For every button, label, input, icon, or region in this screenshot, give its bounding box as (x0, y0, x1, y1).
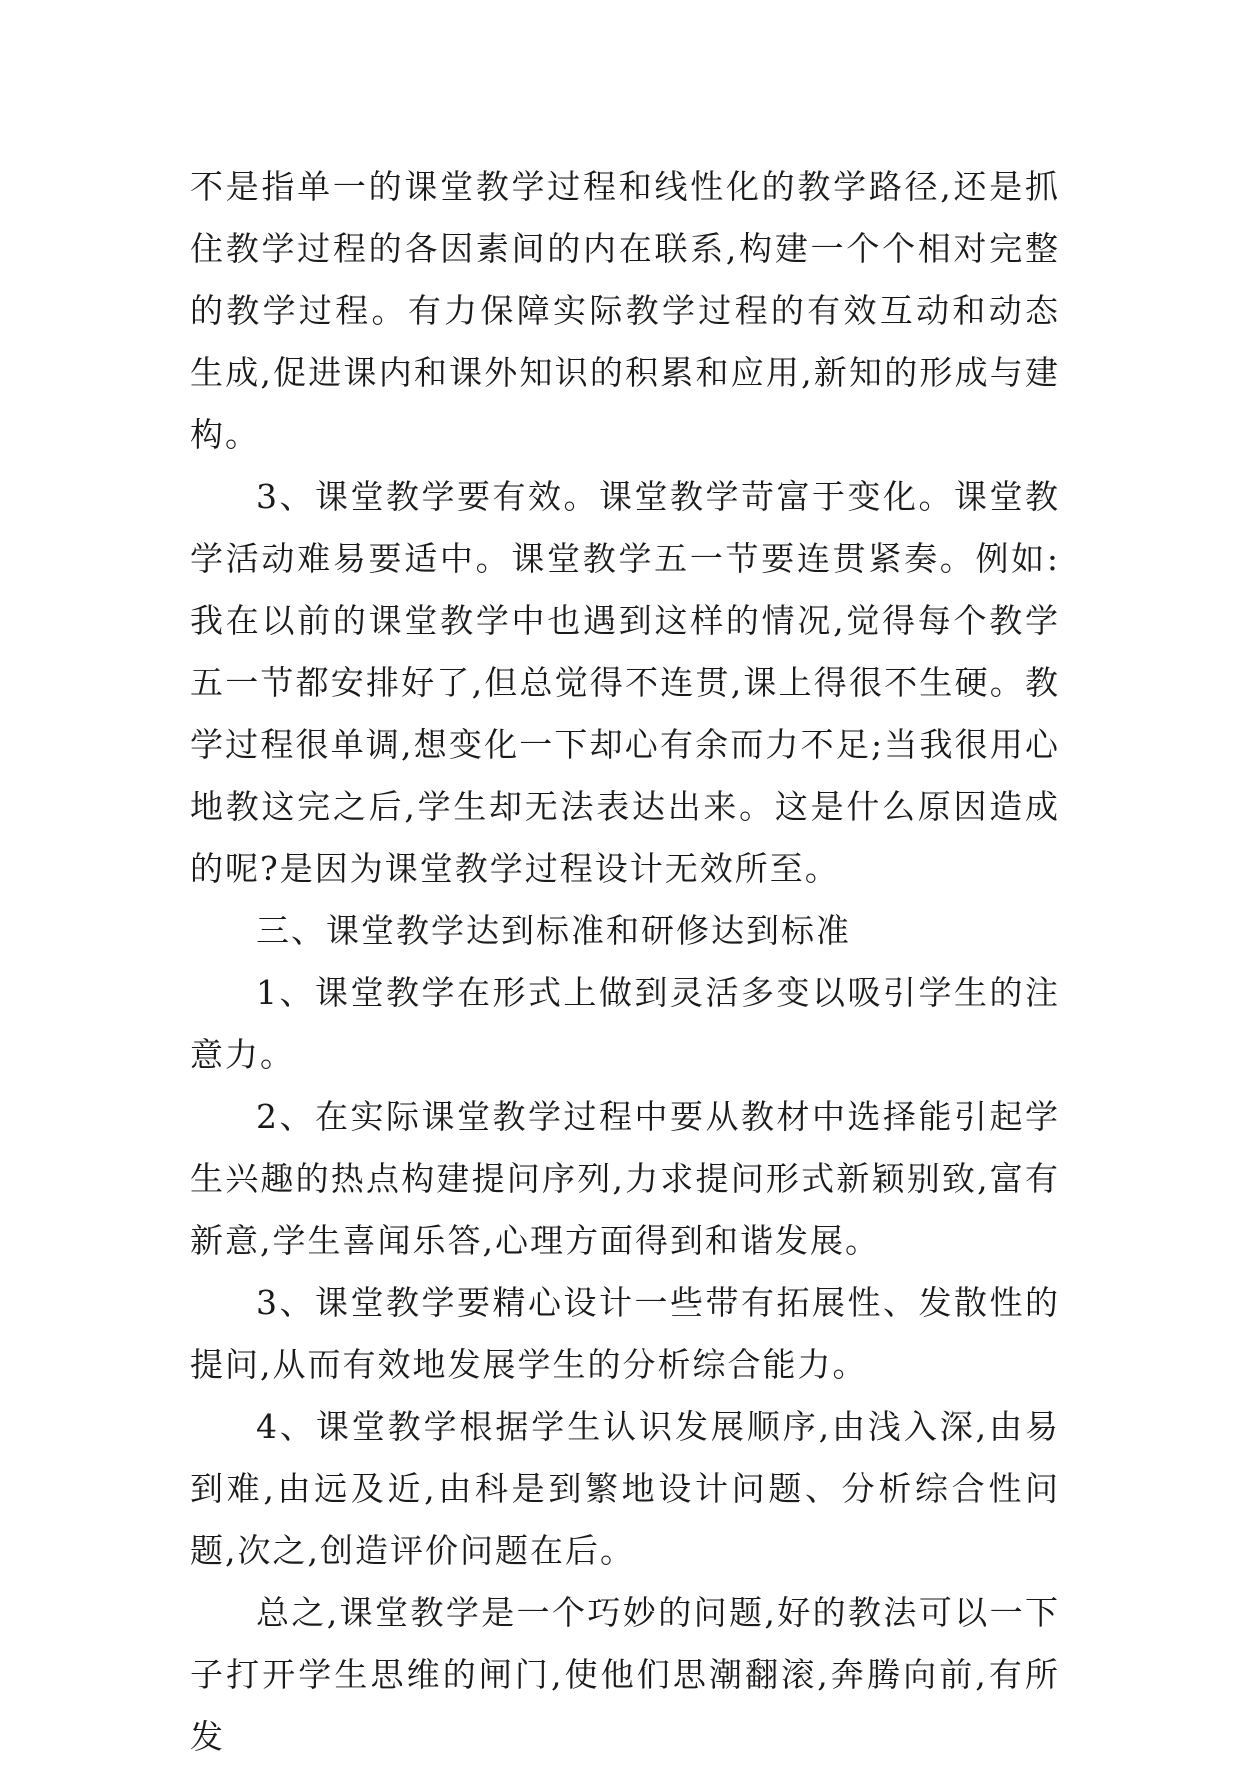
paragraph-item-3: 3、课堂教学要精心设计一些带有拓展性、发散性的提问,从而有效地发展学生的分析综合能力。 (190, 1283, 1060, 1384)
section-heading-3: 三、课堂教学达到标准和研修达到标准 (256, 911, 851, 950)
paragraph-summary: 总之,课堂教学是一个巧妙的问题,好的教法可以一下子打开学生思维的闸门,使他们思潮翻滚,奔腾向前,有所发 (190, 1593, 1060, 1756)
paragraph-item-1: 1、课堂教学在形式上做到灵活多变以吸引学生的注意力。 (190, 973, 1060, 1074)
paragraph-item-2: 2、在实际课堂教学过程中要从教材中选择能引起学生兴趣的热点构建提问序列,力求提问形式新颖别致,富有新意,学生喜闻乐答,心理方面得到和谐发展。 (190, 1097, 1060, 1260)
paragraph-continuation: 不是指单一的课堂教学过程和线性化的教学路径,还是抓住教学过程的各因素间的内在联系,构建一个个相对完整的教学过程。有力保障实际教学过程的有效互动和动态生成,促进课内和课外知识的积累和应用,新知的形成与建构。 (190, 167, 1060, 454)
paragraph-item-3-effective: 3、课堂教学要有效。课堂教学苛富于变化。课堂教学活动难易要适中。课堂教学五一节要连贯紧奏。例如:我在以前的课堂教学中也遇到这样的情况,觉得每个教学五一节都安排好了,但总觉得不连贯,课上得很不生硬。教学过程很单调,想变化一下却心有余而力不足;当我很用心地教这完之后,学生却无法表达出来。这是什么原因造成的呢?是因为课堂教学过程设计无效所至。 (190, 477, 1060, 888)
document-body (190, 156, 1060, 1768)
paragraph-item-4: 4、课堂教学根据学生认识发展顺序,由浅入深,由易到难,由远及近,由科是到繁地设计问题、分析综合性问题,次之,创造评价问题在后。 (190, 1407, 1060, 1570)
